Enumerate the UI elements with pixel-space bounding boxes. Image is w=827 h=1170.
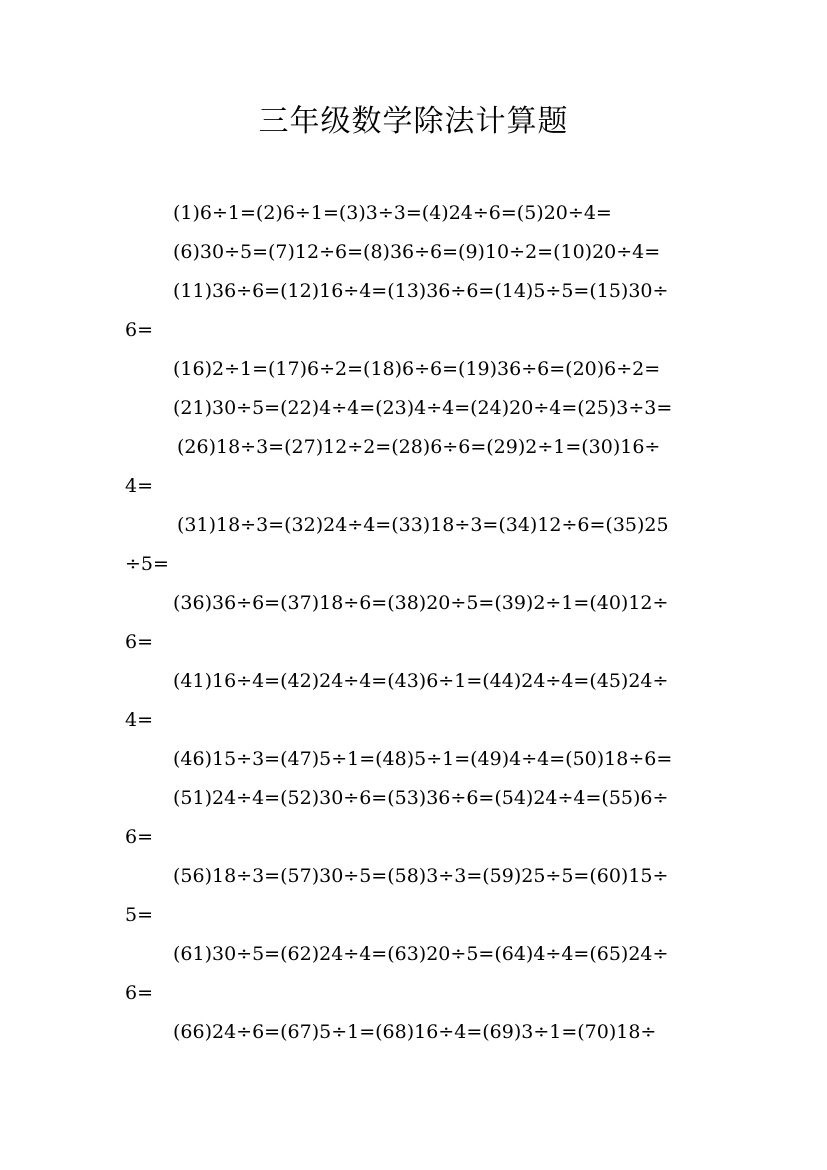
problem-line: 6= — [125, 319, 154, 341]
problem-line: (6)30÷5=(7)12÷6=(8)36÷6=(9)10÷2=(10)20÷4= — [173, 241, 661, 263]
problem-line: (31)18÷3=(32)24÷4=(33)18÷3=(34)12÷6=(35)25 — [177, 514, 669, 536]
problem-line: 4= — [125, 709, 154, 731]
problem-line: 5= — [125, 904, 154, 926]
problem-line: (21)30÷5=(22)4÷4=(23)4÷4=(24)20÷4=(25)3÷3= — [173, 397, 673, 419]
problem-line: (41)16÷4=(42)24÷4=(43)6÷1=(44)24÷4=(45)24÷ — [173, 670, 669, 692]
problem-line: ÷5= — [125, 553, 169, 575]
problem-line: (66)24÷6=(67)5÷1=(68)16÷4=(69)3÷1=(70)18÷ — [173, 1021, 657, 1043]
problem-line: 6= — [125, 826, 154, 848]
problem-line: (1)6÷1=(2)6÷1=(3)3÷3=(4)24÷6=(5)20÷4= — [173, 202, 612, 224]
problem-line: 6= — [125, 631, 154, 653]
problem-list — [125, 194, 703, 1052]
problem-line: (26)18÷3=(27)12÷2=(28)6÷6=(29)2÷1=(30)16÷ — [177, 436, 661, 458]
problem-line: (61)30÷5=(62)24÷4=(63)20÷5=(64)4÷4=(65)24÷ — [173, 943, 669, 965]
problem-line: (46)15÷3=(47)5÷1=(48)5÷1=(49)4÷4=(50)18÷6= — [173, 748, 673, 770]
problem-line: (36)36÷6=(37)18÷6=(38)20÷5=(39)2÷1=(40)12÷ — [173, 592, 669, 614]
problem-line: (16)2÷1=(17)6÷2=(18)6÷6=(19)36÷6=(20)6÷2= — [173, 358, 661, 380]
problem-line: (11)36÷6=(12)16÷4=(13)36÷6=(14)5÷5=(15)30÷ — [173, 280, 669, 302]
page-title: 三年级数学除法计算题 — [258, 104, 569, 139]
problem-line: 6= — [125, 982, 154, 1004]
problem-line: (56)18÷3=(57)30÷5=(58)3÷3=(59)25÷5=(60)15÷ — [173, 865, 669, 887]
problem-line: 4= — [125, 475, 154, 497]
problem-line: (51)24÷4=(52)30÷6=(53)36÷6=(54)24÷4=(55)6÷ — [173, 787, 669, 809]
